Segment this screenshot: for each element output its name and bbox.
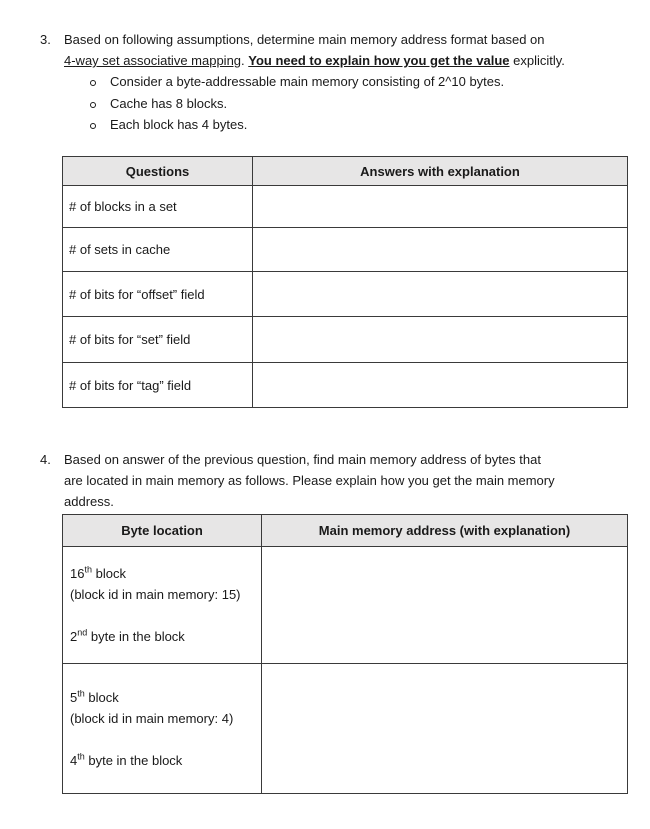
block-number: 16 — [70, 566, 85, 581]
block-ordinal: th — [77, 688, 85, 699]
bullet-circle-icon — [90, 123, 96, 129]
instruction-emphasis: You need to explain how you get the value — [248, 53, 510, 68]
question-cell — [63, 272, 253, 317]
byte-location-cell — [63, 547, 262, 664]
assumption-3: Each block has 4 bytes. — [110, 117, 248, 132]
assumption-1: Consider a byte-addressable main memory consisting of 2^10 bytes. — [110, 74, 505, 89]
block-line — [70, 563, 261, 584]
block-word: block — [91, 566, 126, 581]
assumption-2: Cache has 8 blocks. — [110, 96, 228, 111]
block-word: block — [84, 689, 119, 705]
block-ordinal: th — [84, 564, 92, 575]
byte-location-cell — [63, 664, 262, 794]
answer-cell[interactable] — [253, 272, 628, 317]
bullet-circle-icon — [90, 80, 96, 86]
bullet-circle-icon — [90, 102, 96, 108]
table-row — [63, 228, 628, 272]
byte-line — [70, 750, 261, 771]
block-line — [70, 687, 261, 708]
block-id-line: (block id in main memory: 15) — [70, 587, 241, 602]
block-number: 5 — [70, 689, 78, 705]
table-header-row — [63, 157, 628, 186]
byte-number: 4 — [70, 752, 78, 768]
header-answers: Answers with explanation — [253, 157, 628, 186]
instruction-end: explicitly. — [509, 53, 565, 68]
table-row — [63, 363, 628, 408]
question-3-line-1: Based on following assumptions, determine main memory address format based on — [64, 32, 545, 47]
block-id-line: (block id in main memory: 4) — [70, 710, 234, 726]
header-main-memory-address: Main memory address (with explanation) — [262, 515, 628, 547]
table-row — [63, 272, 628, 317]
answer-cell[interactable] — [253, 228, 628, 272]
question-4-line-1: Based on answer of the previous question, find main memory address of bytes that — [64, 452, 541, 467]
question-label: # of bits for “tag” field — [69, 377, 192, 393]
question-4-table — [62, 514, 628, 794]
question-4-line-3: address. — [64, 494, 114, 509]
table-row — [63, 186, 628, 228]
header-questions: Questions — [63, 157, 253, 186]
byte-word: byte in the block — [84, 752, 183, 768]
question-cell — [63, 186, 253, 228]
question-label: # of bits for “set” field — [69, 332, 191, 347]
byte-location-text — [63, 687, 261, 771]
byte-location-text — [63, 563, 261, 647]
question-3-line-2 — [64, 53, 565, 69]
question-label: # of blocks in a set — [69, 199, 177, 214]
question-cell — [63, 363, 253, 408]
separator: . — [241, 53, 249, 68]
address-answer-cell[interactable] — [262, 664, 628, 794]
answer-cell[interactable] — [253, 186, 628, 228]
question-3-number: 3. — [40, 32, 51, 47]
answer-cell[interactable] — [253, 317, 628, 363]
byte-number: 2 — [70, 629, 78, 644]
byte-ordinal: nd — [77, 627, 88, 638]
question-4-number: 4. — [40, 452, 51, 467]
byte-ordinal: th — [77, 751, 85, 762]
address-answer-cell[interactable] — [262, 547, 628, 664]
question-label: # of sets in cache — [69, 242, 171, 257]
mapping-type: 4-way set associative mapping — [64, 53, 242, 68]
answer-cell[interactable] — [253, 363, 628, 408]
question-cell — [63, 228, 253, 272]
table-row — [63, 317, 628, 363]
byte-line — [70, 626, 261, 647]
table-row — [63, 664, 628, 794]
header-byte-location: Byte location — [63, 515, 262, 547]
byte-word: byte in the block — [87, 629, 185, 644]
question-label: # of bits for “offset” field — [69, 286, 205, 302]
question-3-table — [62, 156, 628, 408]
question-4-line-2: are located in main memory as follows. Please explain how you get the main memory — [64, 473, 555, 488]
table-header-row — [63, 515, 628, 547]
table-row — [63, 547, 628, 664]
question-cell — [63, 317, 253, 363]
